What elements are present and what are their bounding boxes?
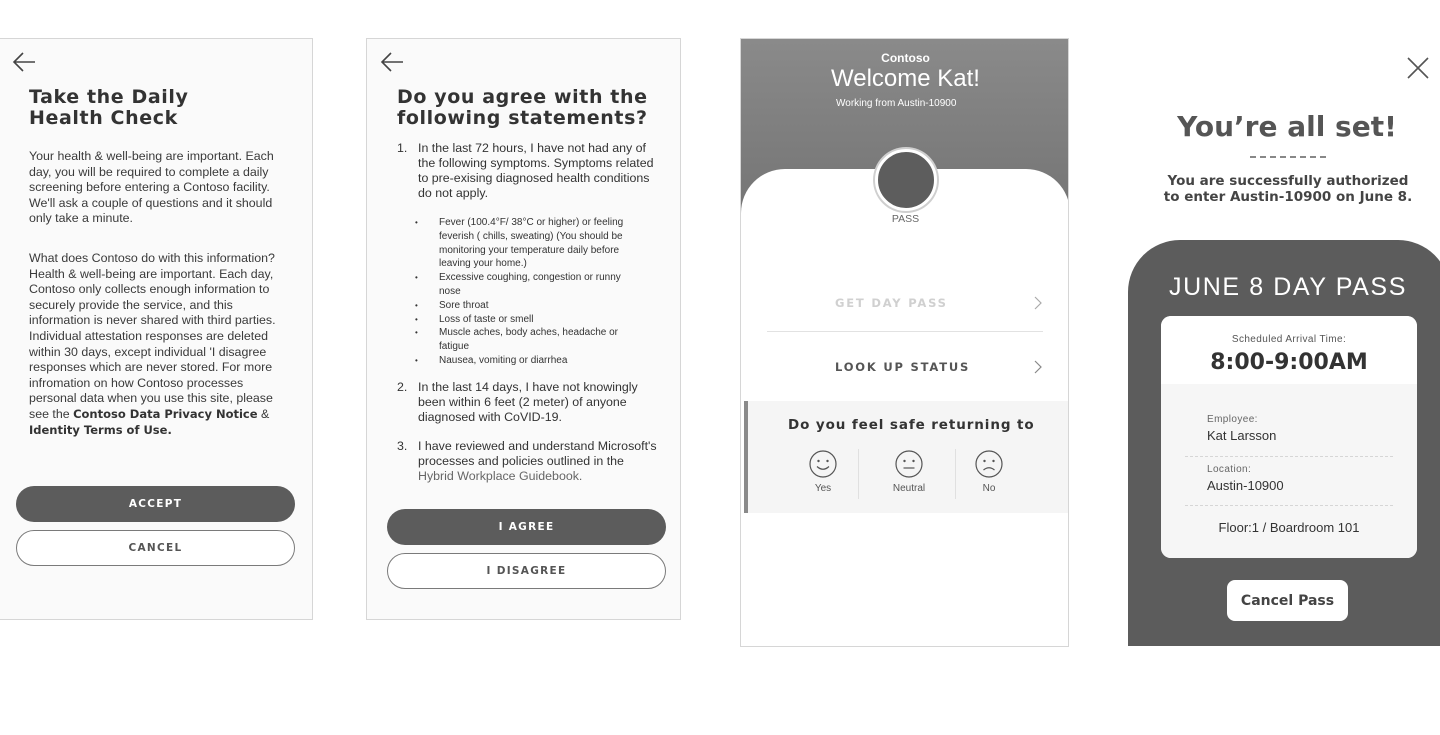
option-label: Yes	[814, 483, 832, 494]
title-line-1: Take the Daily	[29, 86, 189, 108]
ampersand-text: &	[257, 406, 270, 421]
employee-label: Employee:	[1207, 414, 1258, 425]
status-label: PASS	[891, 213, 920, 225]
terms-of-use-link[interactable]: Identity Terms of Use.	[29, 422, 172, 437]
symptom-list	[415, 216, 635, 368]
attestation-screen	[366, 38, 681, 620]
chevron-right-icon	[1033, 360, 1043, 374]
day-pass-title: JUNE 8 DAY PASS	[1169, 273, 1407, 301]
look-up-status-item[interactable]	[767, 347, 1043, 387]
symptom-item: • Excessive coughing, congestion or runny nose	[415, 271, 635, 299]
working-location: Working from Austin-10900	[836, 98, 957, 109]
auth-line-1: You are successfully authorized	[1167, 173, 1409, 189]
authorization-message	[1150, 173, 1426, 205]
neutral-face-icon	[894, 449, 924, 479]
statement-number: 1.	[397, 141, 408, 155]
guidebook-link[interactable]: Hybrid Workplace Guidebook.	[418, 469, 583, 483]
symptom-item: • Loss of taste or smell	[415, 313, 635, 327]
confirmation-title: You’re all set!	[1177, 110, 1397, 143]
privacy-notice-link[interactable]: Contoso Data Privacy Notice	[73, 406, 258, 421]
statement-text: In the last 72 hours, I have not had any of the following symptoms. Symptoms related to pre-exising diagnosed health conditions do not apply.	[418, 141, 654, 200]
privacy-paragraph	[29, 251, 281, 438]
title-divider	[1250, 156, 1326, 158]
close-icon[interactable]	[1406, 56, 1430, 80]
cancel-pass-button[interactable]: Cancel Pass	[1227, 580, 1348, 621]
employee-value: Kat Larsson	[1207, 428, 1277, 443]
floor-room: Floor:1 / Boardroom 101	[1218, 520, 1360, 535]
frown-face-icon	[974, 449, 1004, 479]
menu-item-label: GET DAY PASS	[835, 295, 948, 310]
accept-button[interactable]: ACCEPT	[16, 486, 295, 522]
arrival-time: 8:00-9:00AM	[1210, 350, 1368, 375]
title-line-2: Health Check	[29, 107, 178, 129]
location-value: Austin-10900	[1207, 478, 1284, 493]
back-arrow-icon[interactable]	[11, 51, 39, 75]
symptom-item: • Nausea, vomiting or diarrhea	[415, 354, 635, 368]
statement-text-prefix: I have reviewed and understand Microsoft's processes and policies outlined in the	[418, 439, 657, 468]
auth-line-2: to enter Austin-10900 on June 8.	[1163, 189, 1413, 205]
statement-number: 3.	[397, 439, 408, 453]
symptom-item: • Muscle aches, body aches, headache or fatigue	[415, 326, 635, 354]
page-title	[397, 87, 667, 129]
survey-option-no[interactable]	[939, 449, 1039, 494]
location-label: Location:	[1207, 464, 1252, 475]
title-line-1: Do you agree with the	[397, 86, 648, 108]
title-line-2: following statements?	[397, 107, 648, 129]
health-check-intro-screen	[0, 38, 313, 620]
symptom-item: • Sore throat	[415, 299, 635, 313]
detail-divider	[1185, 456, 1393, 457]
menu-item-label: LOOK UP STATUS	[835, 360, 971, 374]
day-pass-card	[1161, 316, 1417, 558]
statement-text	[418, 439, 658, 484]
arrival-section	[1161, 316, 1417, 384]
chevron-right-icon	[1033, 296, 1043, 310]
detail-divider	[1185, 505, 1393, 506]
symptom-item: • Fever (100.4°F/ 38°C or higher) or feeling feverish ( chills, sweating) (You should be monitoring your temperature daily before leaving your home.)	[415, 216, 635, 271]
survey-question: Do you feel safe returning to	[788, 417, 1035, 433]
welcome-title: Welcome Kat!	[831, 65, 980, 92]
brand-name: Contoso	[881, 51, 930, 65]
page-title	[29, 87, 289, 129]
statement-text: In the last 14 days, I have not knowingly been within 6 feet (2 meter) of anyone diagnosed with CoVID-19.	[418, 380, 638, 424]
confirmation-screen	[1120, 40, 1440, 650]
agree-button[interactable]: I AGREE	[387, 509, 666, 545]
privacy-paragraph-text: What does Contoso do with this information? Health & well-being are important. Each day, Contoso only collects enough information to securely provide the service, and this information is never shared with third parties. Individual attestation responses are deleted within 30 days, except individual 'I disagree responses which are never stored. For more infromation on how Contoso processes personal data when you use this site, please see the	[29, 251, 276, 421]
get-day-pass-item[interactable]	[767, 274, 1043, 332]
statement-number: 2.	[397, 380, 408, 394]
cancel-button[interactable]: CANCEL	[16, 530, 295, 566]
option-label: Neutral	[892, 483, 926, 494]
option-label: No	[982, 483, 996, 494]
smile-face-icon	[808, 449, 838, 479]
disagree-button[interactable]: I DISAGREE	[387, 553, 666, 589]
day-pass-panel	[1128, 240, 1440, 646]
status-indicator	[875, 149, 937, 211]
back-arrow-icon[interactable]	[379, 51, 407, 75]
safety-survey	[744, 401, 1069, 513]
intro-paragraph: Your health & well-being are important. Each day, you will be required to complete a daily screening before entering a Contoso facility. We'll ask a couple of questions and it should only take a minute.	[29, 149, 274, 226]
home-screen	[740, 38, 1069, 647]
arrival-label: Scheduled Arrival Time:	[1231, 334, 1347, 345]
